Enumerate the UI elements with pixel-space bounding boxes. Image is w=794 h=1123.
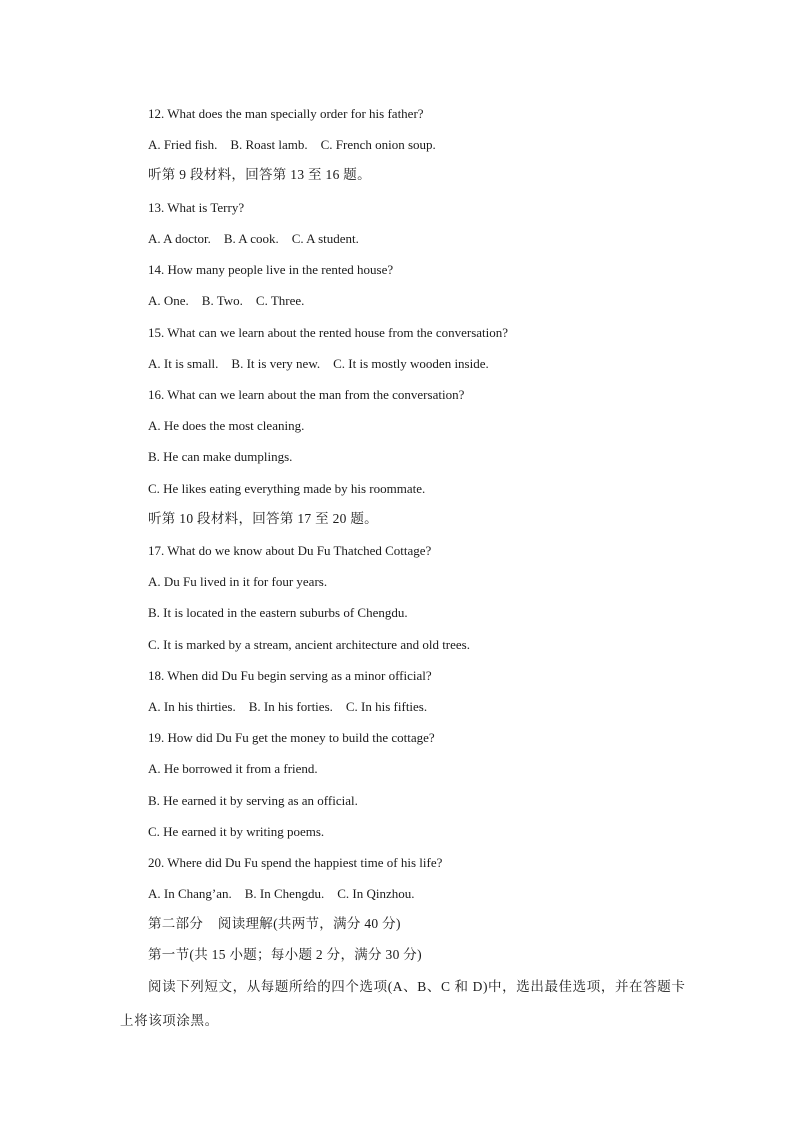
question-12: 12. What does the man specially order for his father?: [148, 106, 424, 121]
question-14-options: A. One. B. Two. C. Three.: [148, 293, 305, 308]
question-16-option-c: C. He likes eating everything made by his roommate.: [148, 481, 426, 496]
question-15: 15. What can we learn about the rented house from the conversation?: [148, 325, 509, 340]
question-16-option-a: A. He does the most cleaning.: [148, 418, 305, 433]
instruction-line-2: 上将该项涂黑。: [120, 1013, 219, 1028]
question-16: 16. What can we learn about the man from the conversation?: [148, 387, 465, 402]
question-19-option-b: B. He earned it by serving as an official.: [148, 793, 358, 808]
question-12-options: A. Fried fish. B. Roast lamb. C. French onion soup.: [148, 137, 436, 152]
section-heading-9: 听第 9 段材料，回答第 13 至 16 题。: [148, 167, 371, 182]
instruction-line-1: 阅读下列短文，从每题所给的四个选项(A、B、C 和 D)中，选出最佳选项，并在答题卡: [148, 979, 686, 994]
part-two-heading: 第二部分 阅读理解(共两节，满分 40 分): [148, 916, 401, 931]
question-15-options: A. It is small. B. It is very new. C. It is mostly wooden inside.: [148, 356, 489, 371]
question-19-option-c: C. He earned it by writing poems.: [148, 824, 325, 839]
question-20-options: A. In Chang’an. B. In Chengdu. C. In Qinzhou.: [148, 886, 415, 901]
question-13-options: A. A doctor. B. A cook. C. A student.: [148, 231, 359, 246]
question-17: 17. What do we know about Du Fu Thatched Cottage?: [148, 543, 432, 558]
question-17-option-c: C. It is marked by a stream, ancient architecture and old trees.: [148, 637, 470, 652]
question-17-option-b: B. It is located in the eastern suburbs of Chengdu.: [148, 605, 408, 620]
question-18-options: A. In his thirties. B. In his forties. C. In his fifties.: [148, 699, 428, 714]
question-18: 18. When did Du Fu begin serving as a minor official?: [148, 668, 432, 683]
section-one-heading: 第一节(共 15 小题；每小题 2 分，满分 30 分): [148, 947, 422, 962]
question-16-option-b: B. He can make dumplings.: [148, 449, 293, 464]
question-17-option-a: A. Du Fu lived in it for four years.: [148, 574, 328, 589]
section-heading-10: 听第 10 段材料，回答第 17 至 20 题。: [148, 511, 378, 526]
question-19-option-a: A. He borrowed it from a friend.: [148, 761, 318, 776]
question-19: 19. How did Du Fu get the money to build the cottage?: [148, 730, 435, 745]
question-13: 13. What is Terry?: [148, 200, 245, 215]
question-14: 14. How many people live in the rented house?: [148, 262, 394, 277]
question-20: 20. Where did Du Fu spend the happiest time of his life?: [148, 855, 443, 870]
